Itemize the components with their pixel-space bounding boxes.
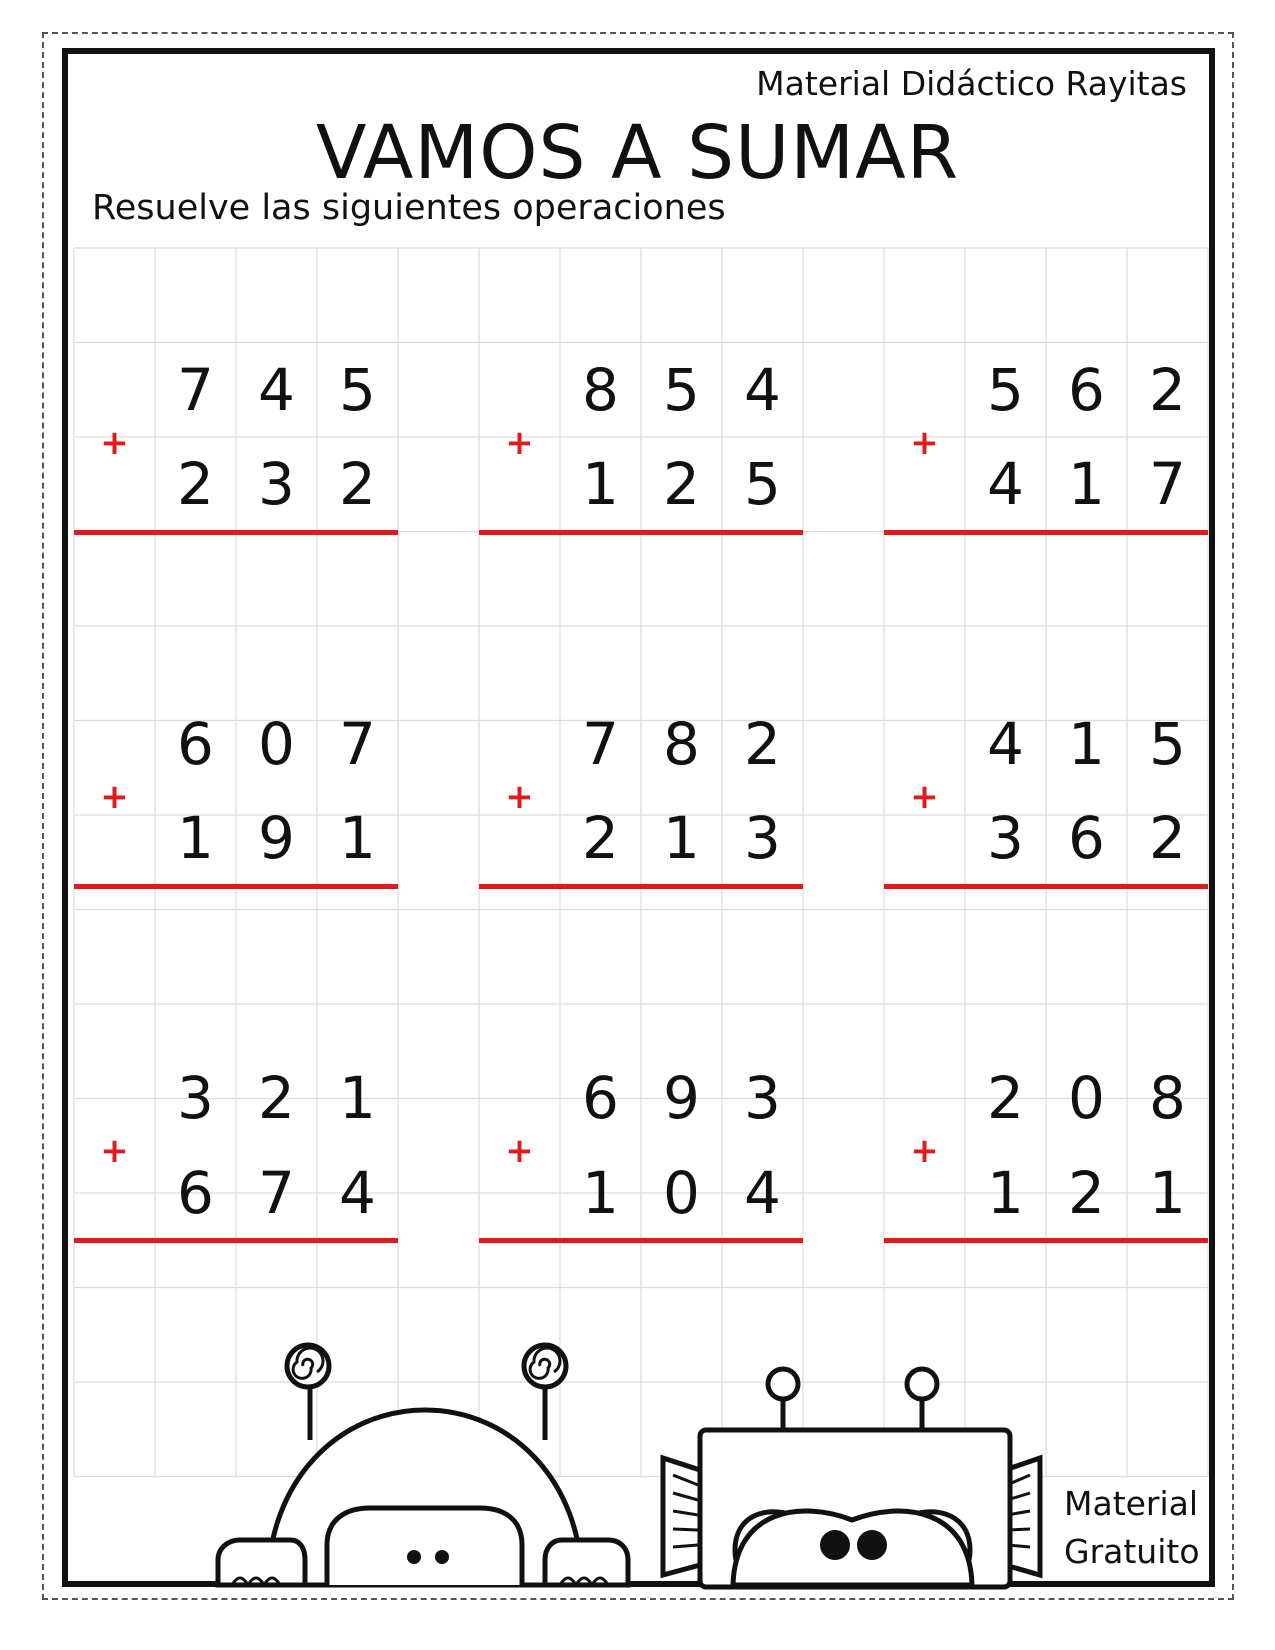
- addend-bottom-digit: 2: [663, 450, 700, 518]
- addend-top-digit: 5: [1149, 709, 1186, 778]
- addend-bottom-digit: 1: [177, 804, 214, 873]
- addend-bottom-digit: 9: [258, 804, 295, 873]
- plus-sign: +: [100, 1131, 129, 1172]
- credit-text: Material Didáctico Rayitas: [756, 64, 1187, 103]
- page-title: VAMOS A SUMAR: [315, 110, 960, 196]
- plus-sign: +: [505, 422, 534, 463]
- addend-bottom-digit: 5: [744, 450, 781, 518]
- addend-top-digit: 5: [663, 355, 700, 424]
- addend-bottom-digit: 2: [1068, 1158, 1105, 1227]
- addend-bottom-digit: 4: [987, 450, 1024, 518]
- addend-top-digit: 1: [339, 1064, 376, 1133]
- instructions-text: Resuelve las siguientes operaciones: [92, 188, 726, 228]
- addend-top-digit: 6: [177, 709, 214, 778]
- addend-bottom-digit: 1: [1068, 450, 1105, 518]
- addend-bottom-digit: 7: [258, 1158, 295, 1227]
- addend-top-digit: 4: [258, 355, 295, 424]
- addend-bottom-digit: 2: [1149, 804, 1186, 873]
- addend-bottom-digit: 4: [744, 1158, 781, 1227]
- plus-sign: +: [910, 422, 939, 463]
- addend-bottom-digit: 1: [1149, 1158, 1186, 1227]
- addend-bottom-digit: 3: [987, 804, 1024, 873]
- addend-top-digit: 6: [582, 1064, 619, 1133]
- addend-bottom-digit: 1: [987, 1158, 1024, 1227]
- addend-bottom-digit: 4: [339, 1158, 376, 1227]
- addend-top-digit: 7: [177, 355, 214, 424]
- plus-sign: +: [505, 1131, 534, 1172]
- plus-sign: +: [505, 777, 534, 818]
- footer-label-line2: Gratuito: [1064, 1532, 1200, 1571]
- addend-bottom-digit: 1: [663, 804, 700, 873]
- addend-top-digit: 2: [1149, 355, 1186, 424]
- addend-top-digit: 0: [258, 709, 295, 778]
- addend-bottom-digit: 1: [339, 804, 376, 873]
- addend-top-digit: 3: [744, 1064, 781, 1133]
- addend-top-digit: 5: [987, 355, 1024, 424]
- addend-top-digit: 3: [177, 1064, 214, 1133]
- addend-bottom-digit: 1: [582, 450, 619, 518]
- addend-bottom-digit: 0: [663, 1158, 700, 1227]
- addend-bottom-digit: 3: [258, 450, 295, 518]
- plus-sign: +: [910, 777, 939, 818]
- addend-top-digit: 0: [1068, 1064, 1105, 1133]
- addend-top-digit: 7: [582, 709, 619, 778]
- addend-top-digit: 8: [663, 709, 700, 778]
- addend-bottom-digit: 2: [582, 804, 619, 873]
- addend-top-digit: 5: [339, 355, 376, 424]
- addend-top-digit: 2: [987, 1064, 1024, 1133]
- addend-top-digit: 8: [582, 355, 619, 424]
- addend-top-digit: 1: [1068, 709, 1105, 778]
- addend-top-digit: 8: [1149, 1064, 1186, 1133]
- addend-top-digit: 9: [663, 1064, 700, 1133]
- addend-bottom-digit: 7: [1149, 450, 1186, 518]
- addend-bottom-digit: 1: [582, 1158, 619, 1227]
- addend-bottom-digit: 6: [177, 1158, 214, 1227]
- addend-bottom-digit: 3: [744, 804, 781, 873]
- addend-top-digit: 7: [339, 709, 376, 778]
- addend-top-digit: 4: [987, 709, 1024, 778]
- addend-bottom-digit: 2: [339, 450, 376, 518]
- plus-sign: +: [100, 422, 129, 463]
- footer-label-line1: Material: [1064, 1484, 1199, 1523]
- addend-bottom-digit: 6: [1068, 804, 1105, 873]
- addend-top-digit: 2: [258, 1064, 295, 1133]
- plus-sign: +: [910, 1131, 939, 1172]
- addend-top-digit: 6: [1068, 355, 1105, 424]
- addend-top-digit: 4: [744, 355, 781, 424]
- addend-bottom-digit: 2: [177, 450, 214, 518]
- addend-top-digit: 2: [744, 709, 781, 778]
- plus-sign: +: [100, 777, 129, 818]
